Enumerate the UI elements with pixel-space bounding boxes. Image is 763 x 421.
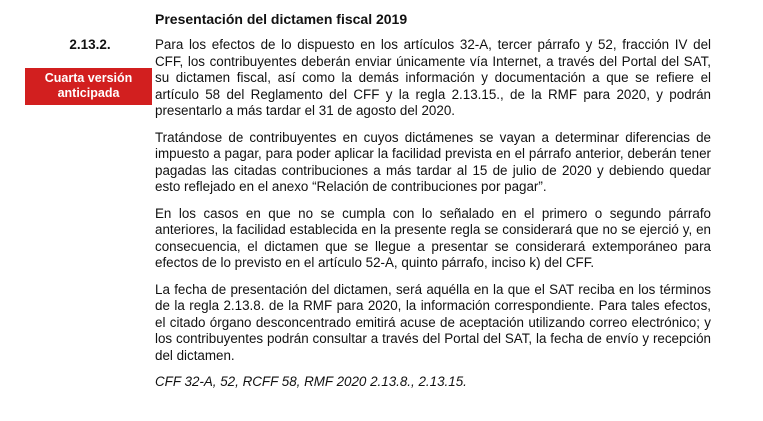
rule-sidebar bbox=[22, 36, 152, 105]
paragraph-3: En los casos en que no se cumpla con lo señalado en el primero o segundo párrafo anteriores, la facilidad establecida en la presente regla se considerará que no se ejerció y, en consecuencia, el dictamen que se llegue a presentar se considerará extemporáneo para efectos de lo previsto en el artículo 52-A, quinto párrafo, inciso k) del CFF. bbox=[155, 205, 711, 270]
paragraph-4: La fecha de presentación del dictamen, será aquélla en la que el SAT reciba en los términos de la regla 2.13.8. de la RMF para 2020, la información correspondiente. Para tales efectos, el citado órgano desconcentrado emitirá acuse de aceptación utilizando correo electrónico; y los contribuyentes podrán consultar a través del Portal del SAT, la fecha de envío y recepción del dictamen. bbox=[155, 281, 711, 363]
legal-references: CFF 32-A, 52, RCFF 58, RMF 2020 2.13.8., 2.13.15. bbox=[155, 374, 467, 389]
paragraph-1: Para los efectos de lo dispuesto en los artículos 32-A, tercer párrafo y 52, fracción IV del CFF, los contribuyentes deberán enviar únicamente vía Internet, a través del Portal del SAT, su dictamen fiscal, así como la demás información y documentación a que se refiere el artículo 58 del Reglamento del CFF y la regla 2.13.15., de la RMF para 2020, y podrán presentarlo a más tardar el 31 de agosto del 2020. bbox=[155, 37, 711, 118]
paragraph-2: Tratándose de contribuyentes en cuyos dictámenes se vayan a determinar diferencias de impuesto a pagar, para poder aplicar la facilidad prevista en el párrafo anterior, deberán tener pagadas las citadas contribuciones a más tardar al 15 de julio de 2020 y debiendo quedar esto reflejado en el anexo “Relación de contribuciones por pagar”. bbox=[155, 129, 711, 194]
rule-body bbox=[155, 10, 711, 391]
rule-title: Presentación del dictamen fiscal 2019 bbox=[155, 11, 408, 27]
version-badge: Cuarta versión anticipada bbox=[25, 68, 152, 105]
rule-number: 2.13.2. bbox=[69, 37, 111, 52]
